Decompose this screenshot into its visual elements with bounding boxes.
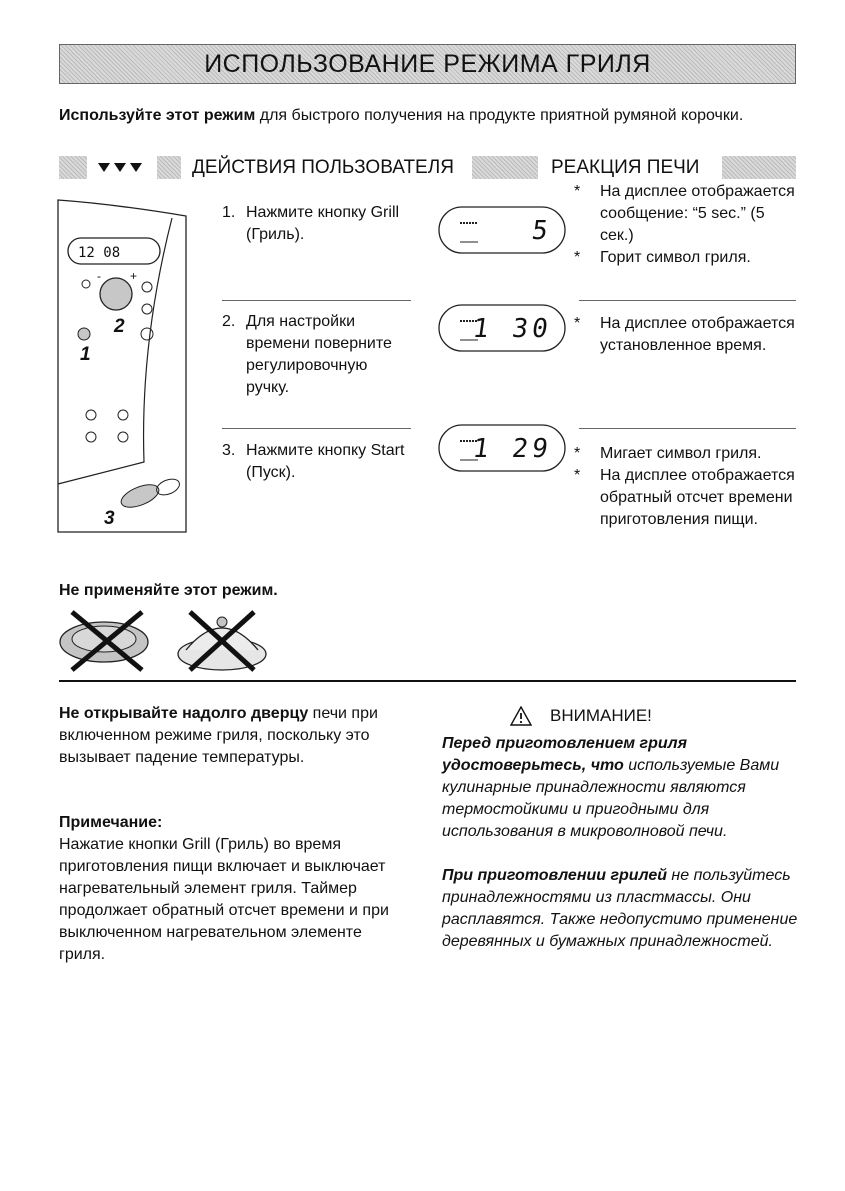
- warning-heading: [510, 706, 652, 726]
- display-1: [438, 206, 568, 256]
- label-3: 3: [104, 508, 115, 529]
- page-title: ИСПОЛЬЗОВАНИЕ РЕЖИМА ГРИЛЯ: [204, 49, 651, 78]
- display-2: [438, 304, 568, 354]
- rule-response-2: [579, 428, 796, 429]
- display-3-value: 1 29: [471, 434, 555, 464]
- note-text: Нажатие кнопки Grill (Гриль) во время приготовления пищи включает и выключает нагревательный элемент гриля. Таймер продолжает обратный отсчет времени и при выключенном нагревательном элементе гриля.: [59, 836, 389, 963]
- dial-knob: [100, 278, 132, 310]
- page-title-bar: [59, 44, 796, 84]
- step-3-text: Нажмите кнопку Start (Пуск).: [246, 442, 405, 481]
- display-3: [438, 424, 568, 474]
- step-1-num: 1.: [222, 204, 236, 221]
- response-3: * Мигает символ гриля. * На дисплее отображается обратный отсчет времени приготовления пищи.: [574, 445, 795, 528]
- arrow-down-icons: [98, 163, 146, 173]
- response-2: * На дисплее отображается установленное время.: [574, 315, 795, 354]
- step-2-text: Для настройки времени поверните регулировочную ручку.: [246, 313, 392, 396]
- header-hatch-2: [157, 156, 181, 179]
- header-hatch-left: [59, 156, 87, 179]
- door-paragraph: [59, 703, 399, 769]
- panel-display-text: 12 08: [78, 245, 121, 261]
- warning-p2-bold: При приготовлении грилей: [442, 867, 667, 884]
- dial-plus: +: [130, 269, 138, 283]
- step-3-num: 3.: [222, 442, 236, 459]
- display-1-value: 5: [530, 216, 555, 246]
- forbidden-dishes-illustration: [54, 606, 274, 676]
- stop-button: [154, 476, 181, 498]
- response-1-a: На дисплее отображается сообщение: “5 sec.” (5 сек.): [600, 183, 795, 244]
- small-button: [82, 280, 90, 288]
- intro-bold: Используйте этот режим: [59, 107, 256, 124]
- round-button: [141, 328, 153, 340]
- display-2-value: 1 30: [471, 314, 555, 344]
- intro-paragraph: [59, 104, 779, 127]
- response-1: * На дисплее отображается сообщение: “5 sec.” (5 сек.) * Горит символ гриля.: [574, 183, 795, 266]
- minus-button: [142, 304, 152, 314]
- dial-minus: -: [97, 269, 101, 283]
- start-button: [118, 480, 162, 512]
- label-1: 1: [80, 344, 91, 365]
- warning-paragraph-2: [442, 865, 802, 953]
- warning-icon: [510, 706, 532, 726]
- rule-actions-2: [222, 428, 411, 429]
- rule-actions-1: [222, 300, 411, 301]
- warning-paragraph-1: [442, 733, 802, 843]
- door-text: печи при включенном режиме гриля, поскольку это вызывает падение температуры.: [59, 705, 378, 766]
- rule-response-1: [579, 300, 796, 301]
- warning-title: ВНИМАНИЕ!: [550, 706, 652, 725]
- note-title: Примечание:: [59, 814, 163, 831]
- warning-p1-text: используемые Вами кулинарные принадлежности являются термостойкими и пригодными для использования в микроволновой печи.: [442, 757, 780, 840]
- step-2-num: 2.: [222, 313, 236, 330]
- intro-text: для быстрого получения на продукте приятной румяной корочки.: [255, 107, 744, 124]
- grill-button: [78, 328, 90, 340]
- plus-button: [142, 282, 152, 292]
- response-3-b: На дисплее отображается обратный отсчет времени приготовления пищи.: [600, 467, 795, 528]
- header-user-actions: ДЕЙСТВИЯ ПОЛЬЗОВАТЕЛЯ: [192, 157, 454, 178]
- step-1-text: Нажмите кнопку Grill (Гриль).: [246, 204, 400, 243]
- header-hatch-right: [722, 156, 796, 179]
- header-hatch-3: [472, 156, 538, 179]
- section-divider: [59, 680, 796, 682]
- response-1-b: Горит символ гриля.: [600, 249, 751, 266]
- warning-p1-bold: Перед приготовлением гриля удостоверьтесь, что: [442, 735, 688, 774]
- label-2: 2: [114, 316, 125, 337]
- response-3-a: Мигает символ гриля.: [600, 445, 762, 462]
- control-panel-illustration: [54, 194, 194, 538]
- door-bold: Не открывайте надолго дверцу: [59, 705, 309, 722]
- dont-use-heading: Не применяйте этот режим.: [59, 582, 278, 599]
- header-oven-response: РЕАКЦИЯ ПЕЧИ: [551, 157, 700, 178]
- response-2-a: На дисплее отображается установленное время.: [600, 315, 795, 354]
- warning-p2-text: не пользуйтесь принадлежностями из пластмассы. Они расплавятся. Также недопустимо применение деревянных и бумажных принадлежностей.: [442, 867, 798, 950]
